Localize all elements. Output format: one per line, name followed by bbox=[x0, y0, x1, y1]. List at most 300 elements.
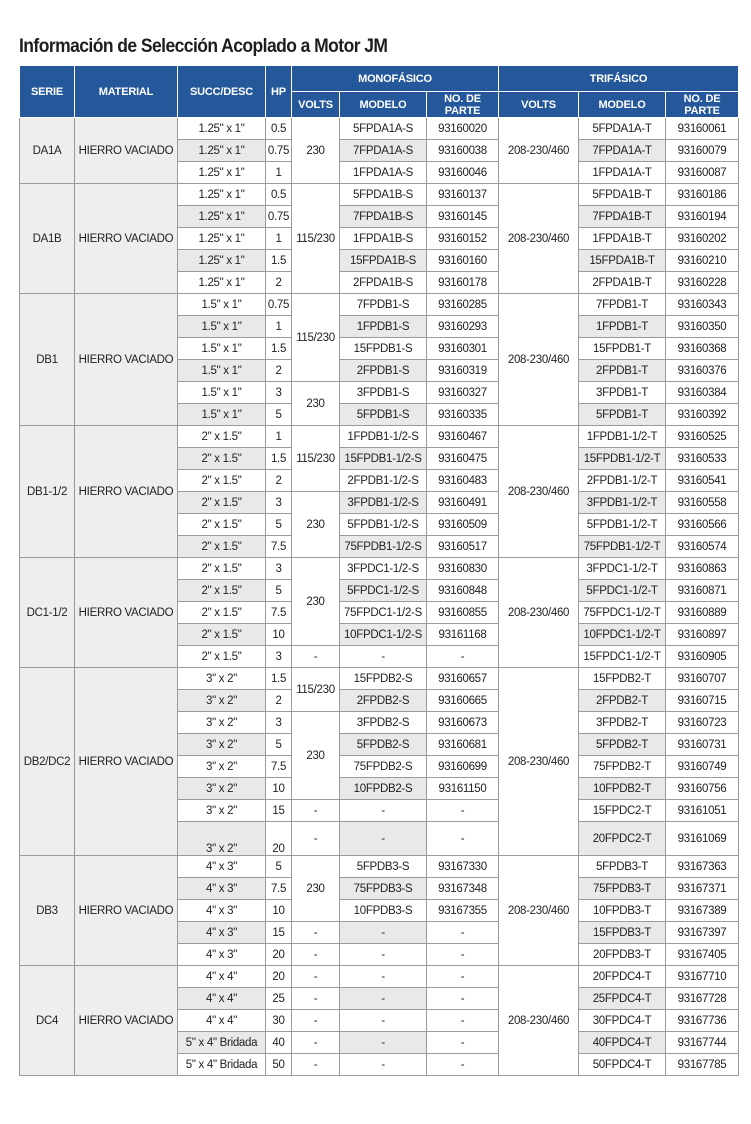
mono-parte-cell: 93160020 bbox=[427, 118, 499, 140]
hp-cell: 15 bbox=[266, 800, 292, 822]
mono-parte-cell: - bbox=[427, 966, 499, 988]
tri-parte-cell: 93160350 bbox=[666, 316, 739, 338]
succ-desc-cell: 4" x 3" bbox=[178, 878, 266, 900]
hp-cell: 5 bbox=[266, 514, 292, 536]
tri-parte-cell: 93167728 bbox=[666, 988, 739, 1010]
mono-modelo-cell: 3FPDB1-S bbox=[340, 382, 427, 404]
tri-volts-cell: 208-230/460 bbox=[499, 856, 579, 966]
tri-modelo-cell: 5FPDB2-T bbox=[579, 734, 666, 756]
succ-desc-cell: 3" x 2" bbox=[178, 668, 266, 690]
hp-cell: 20 bbox=[266, 944, 292, 966]
tri-parte-cell: 93160897 bbox=[666, 624, 739, 646]
mono-parte-cell: 93161168 bbox=[427, 624, 499, 646]
mono-volts-cell: 115/230 bbox=[292, 668, 340, 712]
tri-parte-cell: 93167744 bbox=[666, 1032, 739, 1054]
mono-volts-cell: - bbox=[292, 646, 340, 668]
tri-modelo-cell: 75FPDB1-1/2-T bbox=[579, 536, 666, 558]
material-cell: HIERRO VACIADO bbox=[75, 856, 178, 966]
tri-parte-cell: 93160541 bbox=[666, 470, 739, 492]
tri-volts-cell: 208-230/460 bbox=[499, 294, 579, 426]
tri-modelo-cell: 1FPDB1-1/2-T bbox=[579, 426, 666, 448]
hp-cell: 40 bbox=[266, 1032, 292, 1054]
tri-modelo-cell: 3FPDB2-T bbox=[579, 712, 666, 734]
tri-parte-cell: 93167405 bbox=[666, 944, 739, 966]
tri-modelo-cell: 40FPDC4-T bbox=[579, 1032, 666, 1054]
tri-parte-cell: 93160723 bbox=[666, 712, 739, 734]
tri-modelo-cell: 5FPDB1-1/2-T bbox=[579, 514, 666, 536]
succ-desc-cell: 4" x 4" bbox=[178, 988, 266, 1010]
tri-modelo-cell: 15FPDB1-1/2-T bbox=[579, 448, 666, 470]
material-cell: HIERRO VACIADO bbox=[75, 668, 178, 856]
tri-modelo-cell: 50FPDC4-T bbox=[579, 1054, 666, 1076]
mono-parte-cell: 93160145 bbox=[427, 206, 499, 228]
mono-volts-cell: 115/230 bbox=[292, 426, 340, 492]
mono-modelo-cell: 10FPDB2-S bbox=[340, 778, 427, 800]
tri-parte-cell: 93167363 bbox=[666, 856, 739, 878]
mono-modelo-cell: 5FPDB1-1/2-S bbox=[340, 514, 427, 536]
hp-cell: 7.5 bbox=[266, 536, 292, 558]
hp-cell: 7.5 bbox=[266, 602, 292, 624]
hp-cell: 15 bbox=[266, 922, 292, 944]
mono-modelo-cell: 1FPDA1A-S bbox=[340, 162, 427, 184]
hp-cell: 3 bbox=[266, 492, 292, 514]
mono-modelo-cell: 3FPDB2-S bbox=[340, 712, 427, 734]
tri-parte-cell: 93160368 bbox=[666, 338, 739, 360]
tri-parte-cell: 93167397 bbox=[666, 922, 739, 944]
mono-modelo-cell: - bbox=[340, 1032, 427, 1054]
tri-parte-cell: 93160715 bbox=[666, 690, 739, 712]
hp-cell: 2 bbox=[266, 272, 292, 294]
tri-volts-cell: 208-230/460 bbox=[499, 118, 579, 184]
hp-cell: 3 bbox=[266, 382, 292, 404]
succ-desc-cell: 1.25" x 1" bbox=[178, 118, 266, 140]
mono-modelo-cell: 1FPDB1-1/2-S bbox=[340, 426, 427, 448]
mono-volts-cell: - bbox=[292, 944, 340, 966]
hp-cell: 5 bbox=[266, 856, 292, 878]
mono-volts-cell: - bbox=[292, 800, 340, 822]
tri-parte-cell: 93160558 bbox=[666, 492, 739, 514]
tri-parte-cell: 93160186 bbox=[666, 184, 739, 206]
tri-volts-cell: 208-230/460 bbox=[499, 668, 579, 856]
tri-modelo-cell: 20FPDC4-T bbox=[579, 966, 666, 988]
mono-parte-cell: 93160152 bbox=[427, 228, 499, 250]
succ-desc-cell: 5" x 4" Bridada bbox=[178, 1054, 266, 1076]
header-monofasico: MONOFÁSICO bbox=[292, 66, 499, 92]
succ-desc-cell: 1.5" x 1" bbox=[178, 316, 266, 338]
tri-modelo-cell: 1FPDA1A-T bbox=[579, 162, 666, 184]
mono-parte-cell: 93167330 bbox=[427, 856, 499, 878]
tri-parte-cell: 93160228 bbox=[666, 272, 739, 294]
hp-cell: 5 bbox=[266, 580, 292, 602]
hp-cell: 25 bbox=[266, 988, 292, 1010]
tri-parte-cell: 93160079 bbox=[666, 140, 739, 162]
succ-desc-cell: 2" x 1.5" bbox=[178, 492, 266, 514]
mono-modelo-cell: 10FPDB3-S bbox=[340, 900, 427, 922]
tri-modelo-cell: 15FPDB2-T bbox=[579, 668, 666, 690]
tri-modelo-cell: 7FPDB1-T bbox=[579, 294, 666, 316]
hp-cell: 5 bbox=[266, 734, 292, 756]
mono-volts-cell: - bbox=[292, 822, 340, 856]
hp-cell: 10 bbox=[266, 624, 292, 646]
hp-cell: 2 bbox=[266, 690, 292, 712]
succ-desc-cell: 2" x 1.5" bbox=[178, 558, 266, 580]
tri-modelo-cell: 10FPDC1-1/2-T bbox=[579, 624, 666, 646]
mono-parte-cell: 93160038 bbox=[427, 140, 499, 162]
mono-parte-cell: 93160319 bbox=[427, 360, 499, 382]
tri-volts-cell: 208-230/460 bbox=[499, 426, 579, 558]
hp-cell: 1.5 bbox=[266, 250, 292, 272]
mono-parte-cell: 93167355 bbox=[427, 900, 499, 922]
mono-modelo-cell: 7FPDA1B-S bbox=[340, 206, 427, 228]
tri-modelo-cell: 20FPDB3-T bbox=[579, 944, 666, 966]
hp-cell: 1.5 bbox=[266, 338, 292, 360]
tri-parte-cell: 93160905 bbox=[666, 646, 739, 668]
tri-parte-cell: 93167389 bbox=[666, 900, 739, 922]
tri-modelo-cell: 7FPDA1B-T bbox=[579, 206, 666, 228]
mono-volts-cell: 230 bbox=[292, 856, 340, 922]
mono-volts-cell: 230 bbox=[292, 558, 340, 646]
mono-modelo-cell: 1FPDA1B-S bbox=[340, 228, 427, 250]
mono-parte-cell: 93160467 bbox=[427, 426, 499, 448]
mono-parte-cell: 93160657 bbox=[427, 668, 499, 690]
hp-cell: 0.5 bbox=[266, 184, 292, 206]
mono-modelo-cell: 75FPDC1-1/2-S bbox=[340, 602, 427, 624]
mono-parte-cell: - bbox=[427, 922, 499, 944]
mono-modelo-cell: 15FPDB1-S bbox=[340, 338, 427, 360]
tri-modelo-cell: 2FPDB2-T bbox=[579, 690, 666, 712]
mono-modelo-cell: 5FPDB1-S bbox=[340, 404, 427, 426]
tri-modelo-cell: 15FPDB3-T bbox=[579, 922, 666, 944]
mono-modelo-cell: 10FPDC1-1/2-S bbox=[340, 624, 427, 646]
tri-parte-cell: 93160731 bbox=[666, 734, 739, 756]
mono-parte-cell: 93160301 bbox=[427, 338, 499, 360]
hp-cell: 1.5 bbox=[266, 668, 292, 690]
tri-parte-cell: 93160384 bbox=[666, 382, 739, 404]
mono-volts-cell: 230 bbox=[292, 712, 340, 800]
mono-parte-cell: 93160673 bbox=[427, 712, 499, 734]
succ-desc-cell: 1.5" x 1" bbox=[178, 382, 266, 404]
tri-parte-cell: 93160889 bbox=[666, 602, 739, 624]
mono-parte-cell: 93160848 bbox=[427, 580, 499, 602]
mono-parte-cell: 93160491 bbox=[427, 492, 499, 514]
tri-parte-cell: 93160525 bbox=[666, 426, 739, 448]
page-title: Información de Selección Acoplado a Motor JM bbox=[19, 36, 388, 57]
mono-modelo-cell: - bbox=[340, 1054, 427, 1076]
header-material: MATERIAL bbox=[75, 66, 178, 118]
succ-desc-cell: 1.25" x 1" bbox=[178, 162, 266, 184]
tri-parte-cell: 93160210 bbox=[666, 250, 739, 272]
hp-cell: 1.5 bbox=[266, 448, 292, 470]
mono-parte-cell: - bbox=[427, 646, 499, 668]
mono-modelo-cell: 2FPDB1-1/2-S bbox=[340, 470, 427, 492]
tri-parte-cell: 93167710 bbox=[666, 966, 739, 988]
header-hp: HP bbox=[266, 66, 292, 118]
mono-parte-cell: 93160293 bbox=[427, 316, 499, 338]
tri-modelo-cell: 3FPDB1-1/2-T bbox=[579, 492, 666, 514]
header-tri-modelo: MODELO bbox=[579, 92, 666, 118]
tri-modelo-cell: 1FPDB1-T bbox=[579, 316, 666, 338]
hp-cell: 1 bbox=[266, 162, 292, 184]
tri-volts-cell: 208-230/460 bbox=[499, 558, 579, 668]
succ-desc-cell: 3" x 2" bbox=[178, 734, 266, 756]
mono-modelo-cell: - bbox=[340, 1010, 427, 1032]
mono-volts-cell: 115/230 bbox=[292, 184, 340, 294]
table-row bbox=[20, 426, 739, 448]
mono-modelo-cell: 1FPDB1-S bbox=[340, 316, 427, 338]
hp-cell: 0.75 bbox=[266, 206, 292, 228]
succ-desc-cell: 1.5" x 1" bbox=[178, 404, 266, 426]
succ-desc-cell: 3" x 2" bbox=[178, 756, 266, 778]
succ-desc-cell: 2" x 1.5" bbox=[178, 448, 266, 470]
mono-volts-cell: - bbox=[292, 922, 340, 944]
tri-modelo-cell: 20FPDC2-T bbox=[579, 822, 666, 856]
mono-modelo-cell: - bbox=[340, 966, 427, 988]
hp-cell: 2 bbox=[266, 360, 292, 382]
material-cell: HIERRO VACIADO bbox=[75, 184, 178, 294]
tri-modelo-cell: 2FPDB1-1/2-T bbox=[579, 470, 666, 492]
succ-desc-cell: 3" x 2" bbox=[178, 712, 266, 734]
mono-parte-cell: 93160046 bbox=[427, 162, 499, 184]
tri-modelo-cell: 15FPDA1B-T bbox=[579, 250, 666, 272]
mono-parte-cell: - bbox=[427, 988, 499, 1010]
succ-desc-cell: 5" x 4" Bridada bbox=[178, 1032, 266, 1054]
mono-modelo-cell: 3FPDC1-1/2-S bbox=[340, 558, 427, 580]
mono-parte-cell: - bbox=[427, 1032, 499, 1054]
tri-modelo-cell: 15FPDB1-T bbox=[579, 338, 666, 360]
mono-parte-cell: 93160699 bbox=[427, 756, 499, 778]
hp-cell: 30 bbox=[266, 1010, 292, 1032]
mono-volts-cell: - bbox=[292, 1054, 340, 1076]
mono-parte-cell: 93161150 bbox=[427, 778, 499, 800]
tri-parte-cell: 93160087 bbox=[666, 162, 739, 184]
tri-modelo-cell: 5FPDB1-T bbox=[579, 404, 666, 426]
mono-modelo-cell: - bbox=[340, 822, 427, 856]
tri-modelo-cell: 1FPDA1B-T bbox=[579, 228, 666, 250]
mono-parte-cell: 93160178 bbox=[427, 272, 499, 294]
material-cell: HIERRO VACIADO bbox=[75, 118, 178, 184]
mono-parte-cell: - bbox=[427, 822, 499, 856]
succ-desc-cell: 4" x 3" bbox=[178, 944, 266, 966]
succ-desc-cell: 3" x 2" bbox=[178, 690, 266, 712]
tri-modelo-cell: 75FPDC1-1/2-T bbox=[579, 602, 666, 624]
mono-parte-cell: - bbox=[427, 1054, 499, 1076]
mono-modelo-cell: 5FPDB3-S bbox=[340, 856, 427, 878]
hp-cell: 1 bbox=[266, 316, 292, 338]
tri-modelo-cell: 2FPDB1-T bbox=[579, 360, 666, 382]
header-mono-modelo: MODELO bbox=[340, 92, 427, 118]
mono-parte-cell: 93160517 bbox=[427, 536, 499, 558]
tri-parte-cell: 93160707 bbox=[666, 668, 739, 690]
mono-modelo-cell: 7FPDB1-S bbox=[340, 294, 427, 316]
tri-parte-cell: 93160749 bbox=[666, 756, 739, 778]
tri-parte-cell: 93160202 bbox=[666, 228, 739, 250]
header-mono-volts: VOLTS bbox=[292, 92, 340, 118]
hp-cell: 3 bbox=[266, 558, 292, 580]
header-tri-volts: VOLTS bbox=[499, 92, 579, 118]
succ-desc-cell: 1.25" x 1" bbox=[178, 206, 266, 228]
mono-volts-cell: 230 bbox=[292, 492, 340, 558]
tri-parte-cell: 93161069 bbox=[666, 822, 739, 856]
hp-cell: 10 bbox=[266, 778, 292, 800]
tri-modelo-cell: 5FPDC1-1/2-T bbox=[579, 580, 666, 602]
mono-volts-cell: 230 bbox=[292, 382, 340, 426]
selection-table bbox=[19, 65, 739, 1076]
mono-volts-cell: - bbox=[292, 1032, 340, 1054]
tri-modelo-cell: 25FPDC4-T bbox=[579, 988, 666, 1010]
tri-parte-cell: 93160863 bbox=[666, 558, 739, 580]
hp-cell: 50 bbox=[266, 1054, 292, 1076]
succ-desc-cell: 3" x 2" bbox=[178, 822, 266, 856]
hp-cell: 0.75 bbox=[266, 294, 292, 316]
serie-cell: DA1A bbox=[20, 118, 75, 184]
tri-parte-cell: 93160343 bbox=[666, 294, 739, 316]
tri-modelo-cell: 2FPDA1B-T bbox=[579, 272, 666, 294]
serie-cell: DB1-1/2 bbox=[20, 426, 75, 558]
table-row bbox=[20, 856, 739, 878]
mono-modelo-cell: - bbox=[340, 944, 427, 966]
mono-volts-cell: - bbox=[292, 988, 340, 1010]
mono-modelo-cell: 2FPDB1-S bbox=[340, 360, 427, 382]
hp-cell: 2 bbox=[266, 470, 292, 492]
table-row bbox=[20, 668, 739, 690]
succ-desc-cell: 3" x 2" bbox=[178, 778, 266, 800]
hp-cell: 20 bbox=[266, 966, 292, 988]
hp-cell: 0.75 bbox=[266, 140, 292, 162]
mono-modelo-cell: 5FPDA1A-S bbox=[340, 118, 427, 140]
hp-cell: 10 bbox=[266, 900, 292, 922]
hp-cell: 3 bbox=[266, 646, 292, 668]
tri-modelo-cell: 75FPDB2-T bbox=[579, 756, 666, 778]
table-row bbox=[20, 558, 739, 580]
succ-desc-cell: 2" x 1.5" bbox=[178, 470, 266, 492]
mono-modelo-cell: - bbox=[340, 800, 427, 822]
tri-modelo-cell: 10FPDB3-T bbox=[579, 900, 666, 922]
tri-parte-cell: 93161051 bbox=[666, 800, 739, 822]
table-row bbox=[20, 118, 739, 140]
mono-volts-cell: 115/230 bbox=[292, 294, 340, 382]
tri-parte-cell: 93160566 bbox=[666, 514, 739, 536]
succ-desc-cell: 4" x 3" bbox=[178, 900, 266, 922]
tri-parte-cell: 93160574 bbox=[666, 536, 739, 558]
tri-parte-cell: 93167371 bbox=[666, 878, 739, 900]
hp-cell: 7.5 bbox=[266, 878, 292, 900]
table-row bbox=[20, 294, 739, 316]
mono-modelo-cell: 5FPDB2-S bbox=[340, 734, 427, 756]
mono-modelo-cell: 75FPDB3-S bbox=[340, 878, 427, 900]
tri-parte-cell: 93160756 bbox=[666, 778, 739, 800]
mono-parte-cell: - bbox=[427, 944, 499, 966]
succ-desc-cell: 1.25" x 1" bbox=[178, 250, 266, 272]
hp-cell: 3 bbox=[266, 712, 292, 734]
succ-desc-cell: 2" x 1.5" bbox=[178, 602, 266, 624]
serie-cell: DC4 bbox=[20, 966, 75, 1076]
succ-desc-cell: 4" x 4" bbox=[178, 966, 266, 988]
mono-parte-cell: 93160830 bbox=[427, 558, 499, 580]
mono-parte-cell: 93160285 bbox=[427, 294, 499, 316]
tri-modelo-cell: 15FPDC2-T bbox=[579, 800, 666, 822]
succ-desc-cell: 1.25" x 1" bbox=[178, 184, 266, 206]
material-cell: HIERRO VACIADO bbox=[75, 426, 178, 558]
material-cell: HIERRO VACIADO bbox=[75, 966, 178, 1076]
mono-parte-cell: 93160855 bbox=[427, 602, 499, 624]
tri-parte-cell: 93160533 bbox=[666, 448, 739, 470]
mono-parte-cell: 93160160 bbox=[427, 250, 499, 272]
hp-cell: 5 bbox=[266, 404, 292, 426]
succ-desc-cell: 2" x 1.5" bbox=[178, 514, 266, 536]
serie-cell: DB2/DC2 bbox=[20, 668, 75, 856]
mono-parte-cell: 93160483 bbox=[427, 470, 499, 492]
mono-volts-cell: - bbox=[292, 1010, 340, 1032]
hp-cell: 1 bbox=[266, 228, 292, 250]
header-succ-desc: SUCC/DESC bbox=[178, 66, 266, 118]
header-mono-parte: NO. DE PARTE bbox=[427, 92, 499, 118]
header-trifasico: TRIFÁSICO bbox=[499, 66, 739, 92]
succ-desc-cell: 4" x 3" bbox=[178, 922, 266, 944]
tri-parte-cell: 93167736 bbox=[666, 1010, 739, 1032]
tri-modelo-cell: 15FPDC1-1/2-T bbox=[579, 646, 666, 668]
mono-parte-cell: 93160327 bbox=[427, 382, 499, 404]
mono-modelo-cell: 7FPDA1A-S bbox=[340, 140, 427, 162]
mono-modelo-cell: 5FPDA1B-S bbox=[340, 184, 427, 206]
mono-modelo-cell: 2FPDB2-S bbox=[340, 690, 427, 712]
tri-modelo-cell: 3FPDC1-1/2-T bbox=[579, 558, 666, 580]
tri-modelo-cell: 10FPDB2-T bbox=[579, 778, 666, 800]
table-row bbox=[20, 184, 739, 206]
material-cell: HIERRO VACIADO bbox=[75, 294, 178, 426]
mono-parte-cell: 93160335 bbox=[427, 404, 499, 426]
succ-desc-cell: 2" x 1.5" bbox=[178, 580, 266, 602]
hp-cell: 20 bbox=[266, 822, 292, 856]
mono-parte-cell: 93167348 bbox=[427, 878, 499, 900]
mono-modelo-cell: 75FPDB2-S bbox=[340, 756, 427, 778]
succ-desc-cell: 2" x 1.5" bbox=[178, 536, 266, 558]
mono-modelo-cell: 15FPDB1-1/2-S bbox=[340, 448, 427, 470]
serie-cell: DC1-1/2 bbox=[20, 558, 75, 668]
tri-modelo-cell: 5FPDA1B-T bbox=[579, 184, 666, 206]
succ-desc-cell: 1.5" x 1" bbox=[178, 360, 266, 382]
material-cell: HIERRO VACIADO bbox=[75, 558, 178, 668]
tri-parte-cell: 93160061 bbox=[666, 118, 739, 140]
header-serie: SERIE bbox=[20, 66, 75, 118]
succ-desc-cell: 1.5" x 1" bbox=[178, 338, 266, 360]
succ-desc-cell: 2" x 1.5" bbox=[178, 624, 266, 646]
mono-modelo-cell: 15FPDA1B-S bbox=[340, 250, 427, 272]
succ-desc-cell: 1.25" x 1" bbox=[178, 272, 266, 294]
serie-cell: DB3 bbox=[20, 856, 75, 966]
hp-cell: 1 bbox=[266, 426, 292, 448]
mono-modelo-cell: 5FPDC1-1/2-S bbox=[340, 580, 427, 602]
tri-modelo-cell: 7FPDA1A-T bbox=[579, 140, 666, 162]
tri-parte-cell: 93160376 bbox=[666, 360, 739, 382]
mono-parte-cell: - bbox=[427, 1010, 499, 1032]
succ-desc-cell: 1.25" x 1" bbox=[178, 228, 266, 250]
table-row bbox=[20, 966, 739, 988]
hp-cell: 7.5 bbox=[266, 756, 292, 778]
succ-desc-cell: 3" x 2" bbox=[178, 800, 266, 822]
mono-volts-cell: - bbox=[292, 966, 340, 988]
tri-modelo-cell: 3FPDB1-T bbox=[579, 382, 666, 404]
tri-parte-cell: 93160194 bbox=[666, 206, 739, 228]
succ-desc-cell: 4" x 4" bbox=[178, 1010, 266, 1032]
tri-volts-cell: 208-230/460 bbox=[499, 184, 579, 294]
tri-modelo-cell: 75FPDB3-T bbox=[579, 878, 666, 900]
succ-desc-cell: 2" x 1.5" bbox=[178, 426, 266, 448]
tri-parte-cell: 93167785 bbox=[666, 1054, 739, 1076]
mono-parte-cell: 93160665 bbox=[427, 690, 499, 712]
mono-parte-cell: 93160681 bbox=[427, 734, 499, 756]
mono-modelo-cell: 3FPDB1-1/2-S bbox=[340, 492, 427, 514]
tri-modelo-cell: 5FPDA1A-T bbox=[579, 118, 666, 140]
